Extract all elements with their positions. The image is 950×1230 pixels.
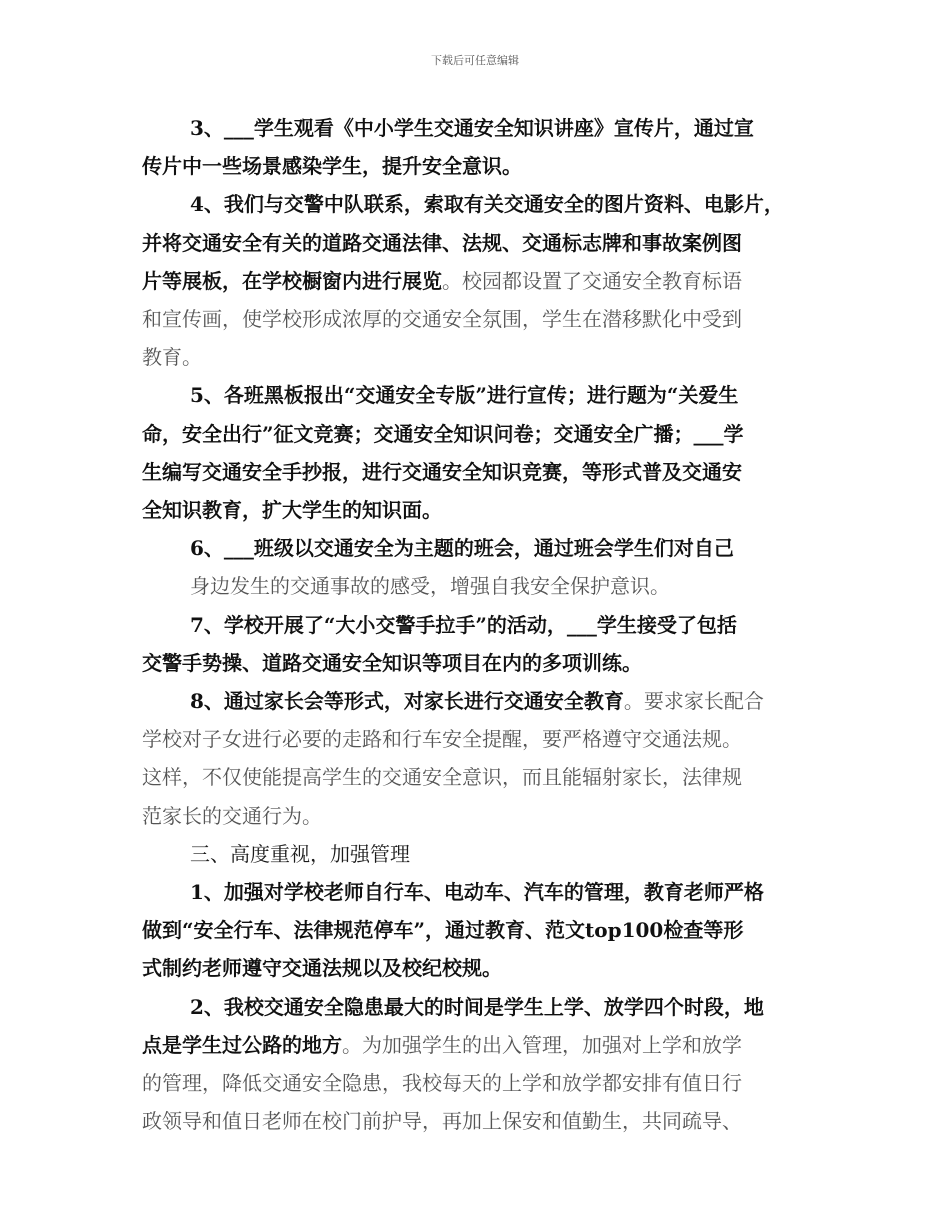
text-segment: 3、___学生观看《中小学生交通安全知识讲座》宣传片，通过宣 (190, 116, 754, 140)
text-segment: 5、各班黑板报出“交通安全专版”进行宣传；进行题为“关爱生 (190, 383, 739, 408)
text-line (190, 534, 734, 564)
text-segment: 范家长的交通行为。 (142, 803, 322, 828)
text-segment: 交警手势操、道路交通安全知识等项目在内的多项训练。 (142, 650, 642, 675)
text-line (190, 611, 737, 641)
page-header: 下载后可任意编辑 (431, 54, 519, 67)
text-segment: 。校园都设置了交通安全教育标语 (442, 268, 742, 293)
text-line (142, 305, 742, 335)
text-line (142, 1107, 742, 1137)
text-segment: 片等展板，在学校橱窗内进行展览 (142, 268, 442, 293)
text-segment: 并将交通安全有关的道路交通法律、法规、交通标志牌和事故案例图 (142, 230, 742, 255)
text-line (142, 267, 742, 297)
text-segment: 。为加强学生的出入管理，加强对上学和放学 (342, 1032, 742, 1057)
text-line (190, 114, 754, 144)
text-segment: 做到“安全行车、法律规范停车”，通过教育、范文top100检查等形 (142, 918, 744, 943)
text-line (142, 420, 744, 450)
text-segment: 教育。 (142, 345, 202, 370)
text-line (190, 381, 738, 411)
text-line (190, 878, 764, 908)
text-segment: 政领导和值日老师在校门前护导，再加上保安和值勤生，共同疏导、 (142, 1109, 742, 1134)
text-line (142, 343, 202, 373)
text-segment: 4、我们与交警中队联系，索取有关交通安全的图片资料、电影片， (190, 192, 784, 217)
text-line (142, 725, 742, 755)
text-line (190, 190, 784, 220)
text-segment: 7、学校开展了“大小交警手拉手”的活动，___学生接受了包括 (190, 612, 737, 637)
text-segment: 全知识教育，扩大学生的知识面。 (142, 498, 442, 522)
text-line (190, 993, 764, 1023)
text-line (142, 1069, 742, 1099)
text-line (142, 649, 642, 679)
text-line (190, 687, 764, 717)
text-segment: 2、我校交通安全隐患最大的时间是学生上学、放学四个时段，地 (190, 994, 764, 1019)
text-segment: 8、通过家长会等形式，对家长进行交通安全教育 (190, 689, 624, 713)
text-segment: 点是学生过公路的地方 (142, 1032, 342, 1057)
text-segment: 6、___班级以交通安全为主题的班会，通过班会学生们对自己 (190, 536, 734, 561)
text-line (190, 840, 410, 870)
text-segment: 传片中一些场景感染学生，提升安全意识。 (142, 154, 522, 179)
text-segment: 生编写交通安全手抄报，进行交通安全知识竞赛，等形式普及交通安 (142, 459, 742, 484)
text-segment: 1、加强对学校老师自行车、电动车、汽车的管理，教育老师严格 (190, 880, 764, 904)
text-line (142, 496, 442, 526)
text-segment: 和宣传画，使学校形成浓厚的交通安全氛围，学生在潜移默化中受到 (142, 307, 742, 331)
text-line (142, 458, 742, 488)
text-line (142, 1031, 742, 1061)
text-line (142, 763, 742, 793)
text-segment: 身边发生的交通事故的感受，增强自我安全保护意识。 (190, 574, 670, 599)
text-line (190, 572, 670, 602)
text-segment: 的管理，降低交通安全隐患，我校每天的上学和放学都安排有值日行 (142, 1071, 742, 1095)
text-line (142, 229, 742, 259)
text-segment: 这样，不仅使能提高学生的交通安全意识，而且能辐射家长，法律规 (142, 765, 742, 790)
text-line (142, 916, 743, 946)
text-line (142, 152, 522, 182)
text-segment: 命，安全出行”征文竞赛；交通安全知识问卷；交通安全广播；___学 (142, 421, 744, 446)
text-segment: 式制约老师遵守交通法规以及校纪校规。 (142, 956, 502, 981)
text-line (142, 802, 322, 832)
text-segment: 学校对子女进行必要的走路和行车安全提醒，要严格遵守交通法规。 (142, 727, 742, 752)
text-line (142, 954, 502, 984)
text-segment: 三、高度重视，加强管理 (190, 841, 410, 866)
text-segment: 。要求家长配合 (623, 689, 764, 713)
